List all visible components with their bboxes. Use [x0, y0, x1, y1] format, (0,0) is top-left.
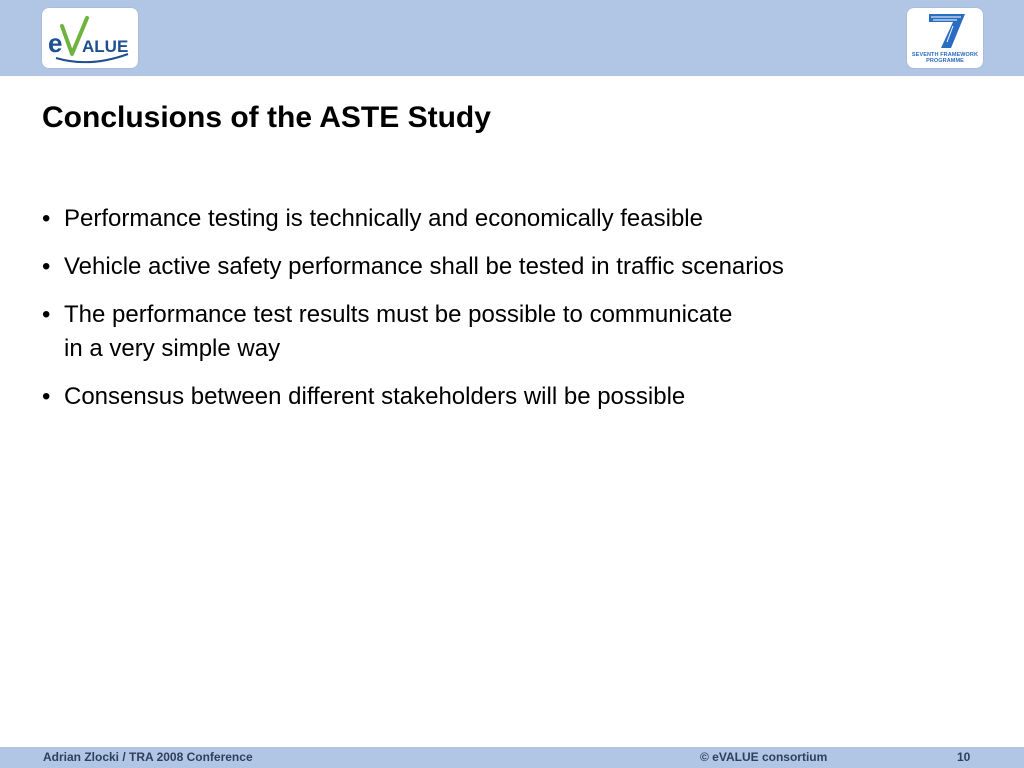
page-number: 10 [957, 750, 971, 764]
svg-text:ALUE: ALUE [82, 37, 129, 56]
bullet-item [42, 202, 982, 236]
fp7-logo [907, 8, 983, 68]
footer-author: Adrian Zlocki / TRA 2008 Conference [43, 750, 253, 764]
header-band [0, 0, 1024, 76]
bullet-dot-icon: • [42, 301, 51, 328]
footer-copyright: © eVALUE consortium [700, 750, 828, 764]
fp7-logo-line1: SEVENTH FRAMEWORK [911, 52, 979, 58]
bullet-text: in a very simple way [64, 335, 281, 362]
bullet-item [42, 380, 982, 414]
bullet-item [42, 298, 982, 366]
evalue-logo [42, 8, 138, 68]
slide-title: Conclusions of the ASTE Study [42, 101, 491, 134]
bullet-text: Performance testing is technically and economically feasible [64, 205, 703, 232]
bullet-text: Vehicle active safety performance shall be tested in traffic scenarios [64, 253, 784, 280]
bullet-dot-icon: • [42, 383, 51, 410]
bullet-text: The performance test results must be possible to communicate [64, 301, 733, 328]
bullet-dot-icon: • [42, 253, 51, 280]
bullet-dot-icon: • [42, 205, 51, 232]
fp7-logo-line2: PROGRAMME [926, 58, 964, 64]
evalue-logo-icon [42, 8, 138, 68]
bullet-text: Consensus between different stakeholders will be possible [64, 383, 686, 410]
bullet-item [42, 250, 982, 284]
svg-text:e: e [48, 28, 63, 58]
footer-band [0, 747, 1024, 768]
bullet-list [42, 202, 982, 428]
